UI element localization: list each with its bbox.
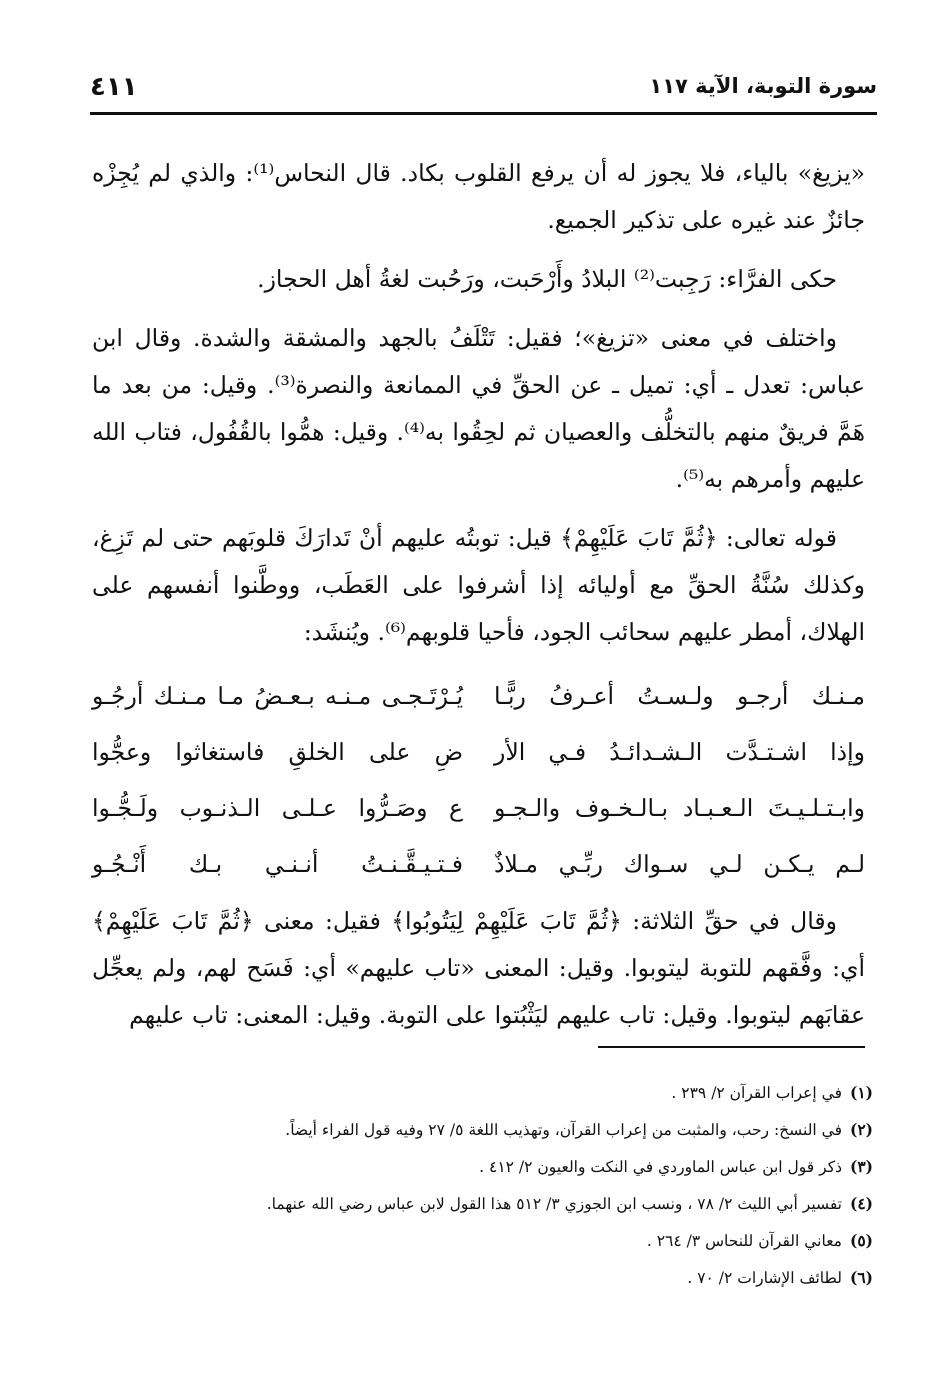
footnote-number: (٥): [849, 1231, 873, 1250]
poem-verse: [92, 724, 865, 780]
footnote: [92, 1263, 873, 1300]
footnote-text: معاني القرآن للنحاس ٣/ ٢٦٤ .: [646, 1232, 842, 1250]
footnote: [92, 1115, 873, 1152]
footnote-text: في النسخ: رحب، والمثبت من إعراب القرآن، وتهذيب اللغة ٥/ ٢٧ وفيه قول الفراء أيضاً.: [285, 1121, 842, 1139]
footnote-number: (٢): [849, 1120, 873, 1139]
footnote: [92, 1226, 873, 1263]
footnote-number: (٣): [849, 1157, 873, 1176]
verse-first-hemistich: مـنـك أرجـو ولـسـتُ أعـرفُ ربًّـا: [493, 682, 865, 710]
poem-verse: [92, 668, 865, 724]
main-text: [92, 150, 865, 1051]
paragraph-3: واختلف في معنى «تزيغ»؛ فقيل: تَتْلَفُ بالجهد والمشقة والشدة. وقال ابن عباس: تعدل ـ أي: تميل ـ عن الحقِّ في الممانعة والنصرة⁽³⁾. وقيل: من بعد ما هَمَّ فريقٌ منهم بالتخلُّف والعصيان ثم لحِقُوا به⁽⁴⁾. وقيل: همُّوا بالقُفُول، فتاب الله عليهم وأمرهم به⁽⁵⁾.: [92, 324, 866, 493]
page-number: ٤١١: [90, 72, 138, 102]
poem-verse: [92, 780, 865, 836]
verse-second-hemistich: ضِ على الخلقِ فاستغاثوا وعجُّوا: [92, 738, 464, 766]
verse-second-hemistich: فـتـيـقَّـنـتُ أنـنـي بـك أَنْـجُـو: [92, 850, 464, 878]
verse-first-hemistich: وإذا اشـتـدَّت الـشـدائـدُ فـي الأر: [493, 738, 865, 766]
paragraph-2: حكى الفرَّاء: رَجِبت⁽²⁾ البلادُ وأَرْحَبت، ورَحُبت لغةُ أهل الحجاز.: [257, 265, 837, 293]
poem: [92, 668, 865, 892]
footnote: [92, 1078, 873, 1115]
footnote-divider: [598, 1046, 865, 1048]
verse-first-hemistich: لـم يـكـن لـي سـواك ربِّـي مـلاذٌ: [493, 850, 865, 878]
footnote-number: (٤): [849, 1194, 873, 1213]
footnote-text: في إعراب القرآن ٢/ ٢٣٩ .: [671, 1084, 842, 1102]
footnote: [92, 1189, 873, 1226]
footnote-text: ذكر قول ابن عباس الماوردي في النكت والعيون ٢/ ٤١٢ .: [479, 1158, 842, 1176]
running-title: سورة التوبة، الآية ١١٧: [649, 74, 877, 98]
poem-verse: [92, 836, 865, 892]
page-header: [90, 68, 877, 110]
paragraph-1: «يزيغ» بالياء، فلا يجوز له أن يرفع القلوب بكاد. قال النحاس⁽¹⁾: والذي لم يُجِزْه جائزٌ عند غيره على تذكير الجميع.: [92, 159, 866, 234]
footnotes: [92, 1078, 873, 1300]
footnote-number: (٦): [849, 1268, 873, 1287]
footnote-number: (١): [849, 1083, 873, 1102]
footnote-text: تفسير أبي الليث ٢/ ٧٨ ، ونسب ابن الجوزي ٣/ ٥١٢ هذا القول لابن عباس رضي الله عنهما.: [266, 1195, 842, 1213]
paragraph-5: وقال في حقِّ الثلاثة: ﴿ثُمَّ تَابَ عَلَيْهِمْ لِيَتُوبُوا﴾ فقيل: معنى ﴿ثُمَّ تَابَ عَلَيْهِمْ﴾ أي: وفَّقهم للتوبة ليتوبوا. وقيل: المعنى «تاب عليهم» أي: فَسَح لهم، ولم يعجِّل عقابَهم ليتوبوا. وقيل: تاب عليهم ليَثْبُتوا على التوبة. وقيل: المعنى: تاب عليهم: [92, 907, 865, 1029]
verse-first-hemistich: وابـتـلـيـتَ الـعـبـاد بـالـخـوف والـجـو: [493, 794, 865, 822]
verse-second-hemistich: ع وصَـرُّوا عـلـى الـذنـوب ولَـجُّـوا: [92, 794, 464, 822]
footnote: [92, 1152, 873, 1189]
verse-second-hemistich: يُـرْتَـجـى مـنـه بـعـضُ مـا مـنـك أرجُـو: [92, 682, 464, 710]
header-divider: [90, 112, 877, 115]
footnote-text: لطائف الإشارات ٢/ ٧٠ .: [687, 1269, 842, 1287]
paragraph-4: قوله تعالى: ﴿ثُمَّ تَابَ عَلَيْهِمْ﴾ قيل: توبتُه عليهم أنْ تَدارَكَ قلوبَهم حتى لم تَزِغ، وكذلك سُنَّةُ الحقِّ مع أوليائه إذا أشرفوا على العَطَب، ووطَّنوا أنفسهم على الهلاك، أمطر عليهم سحائب الجود، فأحيا قلوبهم⁽⁶⁾. ويُنشَد:: [92, 524, 865, 646]
